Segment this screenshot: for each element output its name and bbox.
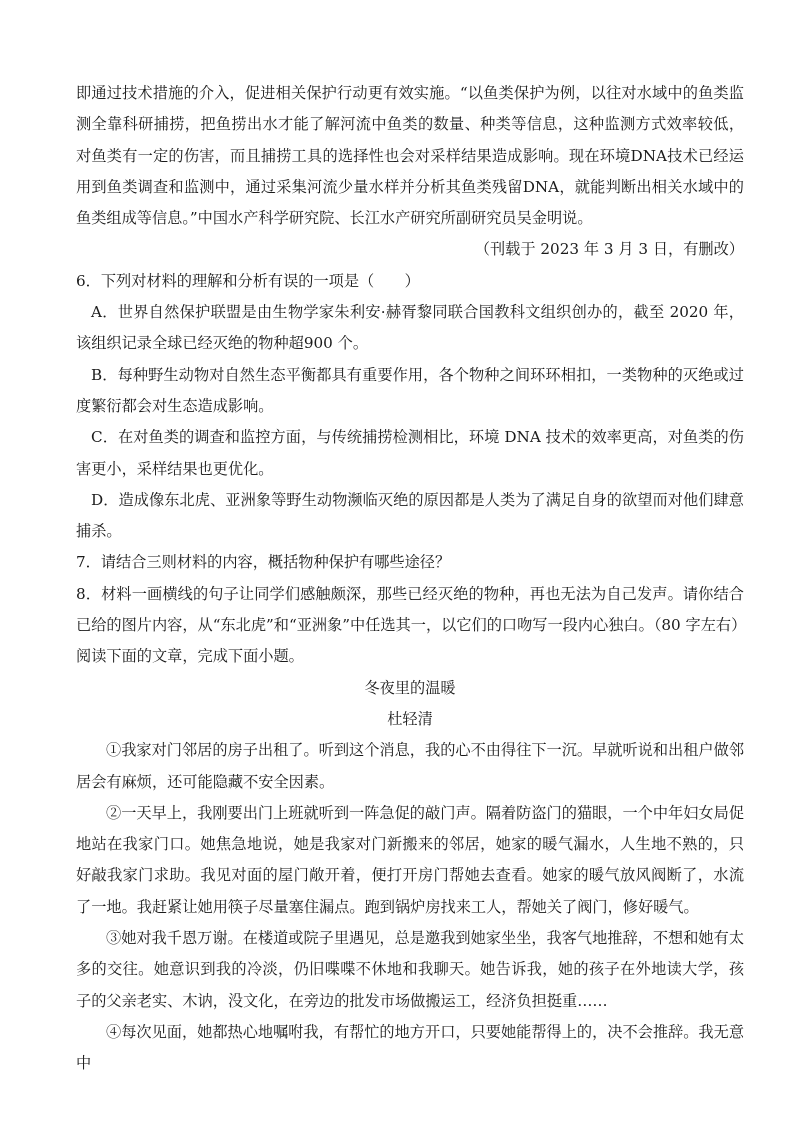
essay-author: 杜轻清	[387, 709, 433, 728]
question-7: 7．请结合三则材料的内容，概括物种保护有哪些途径？	[76, 553, 451, 572]
question-6-option-d: D．造成像东北虎、亚洲象等野生动物濒临灭绝的原因都是人类为了满足自身的欲望而对他们肆意捕杀。	[76, 490, 744, 541]
essay-paragraph-4: ④每次见面，她都热心地嘱咐我，有帮忙的地方开口，只要她能帮得上的，决不会推辞。我无意中	[76, 1022, 744, 1073]
question-8: 8．材料一画横线的句子让同学们感触颇深，那些已经灭绝的物种，再也无法为自己发声。请你结合已给的图片内容，从“东北虎”和“亚洲象”中任选其一，以它们的口吻写一段内心独白。（80 字左右）	[76, 584, 747, 635]
essay-title: 冬夜里的温暖	[364, 678, 456, 697]
source-note: （刊载于 2023 年 3 月 3 日，有删改）	[474, 240, 744, 259]
document-page	[76, 78, 747, 1080]
question-6-option-c: C．在对鱼类的调查和监控方面，与传统捕捞检测相比，环境 DNA 技术的效率更高，对鱼类的伤害更小，采样结果也更优化。	[76, 428, 744, 478]
essay-paragraph-1: ①我家对门邻居的房子出租了。听到这个消息，我的心不由得往下一沉。早就听说和出租户做邻居会有麻烦，还可能隐藏不安全因素。	[76, 741, 744, 791]
essay-paragraph-3: ③她对我千恩万谢。在楼道或院子里遇见，总是邀我到她家坐坐，我客气地推辞，不想和她有太多的交往。她意识到我的冷淡，仍旧喋喋不休地和我聊天。她告诉我，她的孩子在外地读大学，孩子的父亲老实、木讷，没文化，在旁边的批发市场做搬运工，经济负担挺重……	[76, 929, 744, 1010]
reading-instruction: 阅读下面的文章，完成下面小题。	[76, 647, 304, 666]
question-6-option-b: B．每种野生动物对自然生态平衡都具有重要作用，各个物种之间环环相扣，一类物种的灭绝或过度繁衍都会对生态造成影响。	[76, 365, 744, 415]
question-6-option-a: A．世界自然保护联盟是由生物学家朱利安·赫胥黎同联合国教科文组织创办的，截至 2020 年，该组织记录全球已经灭绝的物种超900 个。	[76, 303, 744, 353]
article-tail-paragraph: 即通过技术措施的介入，促进相关保护行动更有效实施。“以鱼类保护为例，以往对水域中的鱼类监测全靠科研捕捞，把鱼捞出水才能了解河流中鱼类的数量、种类等信息，这种监测方式效率较低，对鱼类有一定的伤害，而且捕捞工具的选择性也会对采样结果造成影响。现在环境DNA技术已经运用到鱼类调查和监测中，通过采集河流少量水样并分析其鱼类残留DNA，就能判断出相关水域中的鱼类组成等信息。”中国水产科学研究院、长江水产研究所副研究员吴金明说。	[76, 84, 744, 228]
essay-paragraph-2: ②一天早上，我刚要出门上班就听到一阵急促的敲门声。隔着防盗门的猫眼，一个中年妇女局促地站在我家门口。她焦急地说，她是我家对门新搬来的邻居，她家的暖气漏水，人生地不熟的，只好敲我家门求助。我见对面的屋门敞开着，便打开房门帮她去查看。她家的暖气放风阀断了，水流了一地。我赶紧让她用筷子尽量塞住漏点。跑到锅炉房找来工人，帮她关了阀门，修好暖气。	[76, 803, 744, 916]
question-6-stem: 6．下列对材料的理解和分析有误的一项是（ ）	[76, 271, 420, 290]
